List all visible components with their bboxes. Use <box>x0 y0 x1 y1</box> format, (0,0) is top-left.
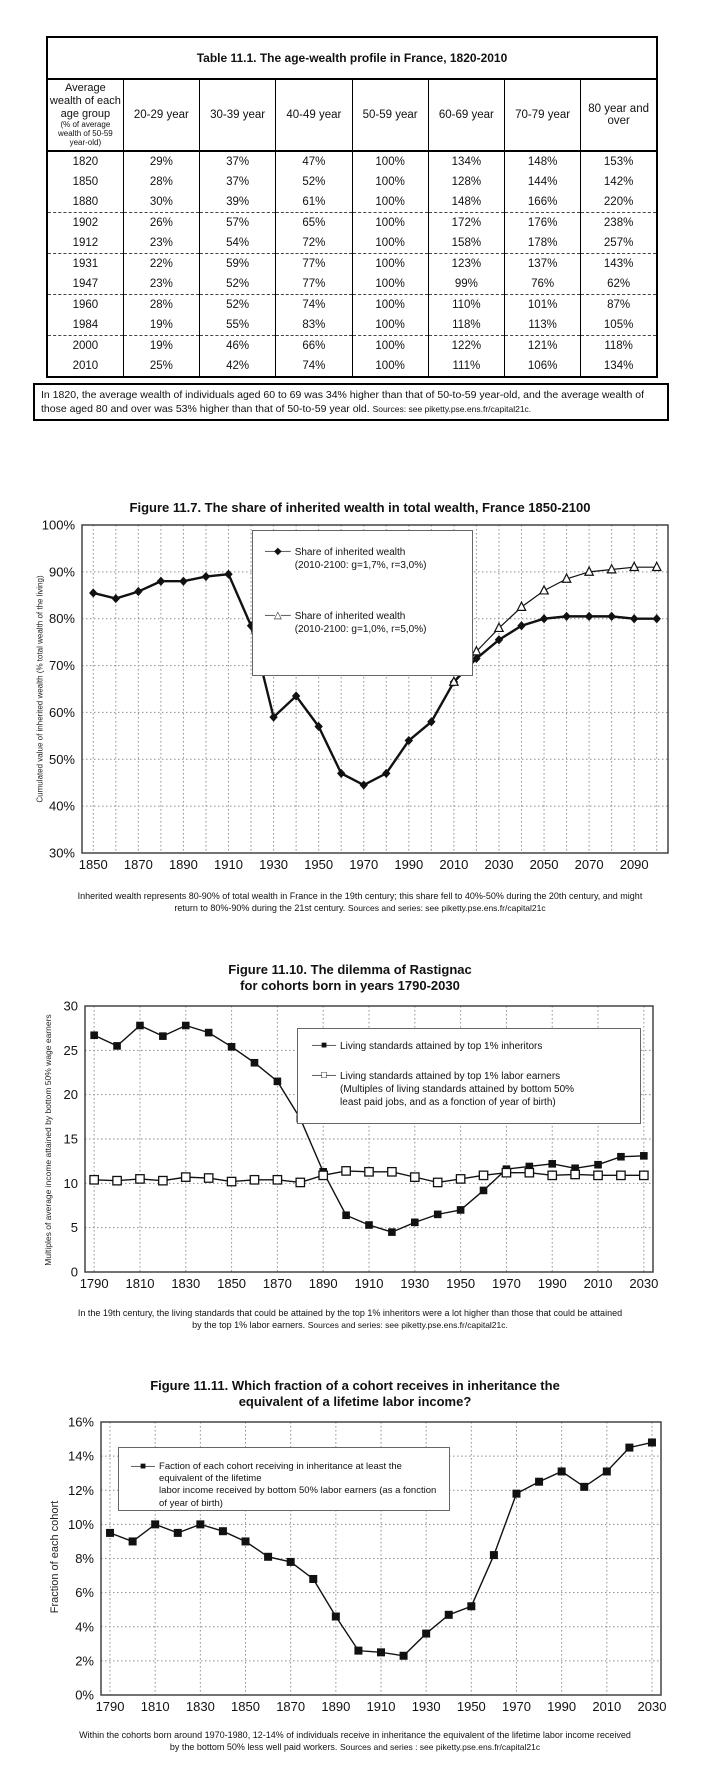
cell-value: 28% <box>123 295 199 316</box>
svg-text:1930: 1930 <box>259 857 289 873</box>
figure-11-11 <box>35 1368 675 1753</box>
table-row <box>47 336 657 357</box>
cell-value: 52% <box>200 295 276 316</box>
cell-value: 72% <box>276 233 352 254</box>
svg-text:1830: 1830 <box>171 1275 201 1291</box>
cell-value: 37% <box>200 172 276 192</box>
svg-text:2010: 2010 <box>592 1698 622 1714</box>
legend-line: labor income received by bottom 50% labor earners (as a fonction of year of birth) <box>159 1485 437 1509</box>
column-header: 20-29 year <box>123 79 199 151</box>
table-row <box>47 172 657 192</box>
svg-text:1790: 1790 <box>95 1698 125 1714</box>
figure-11-11-title <box>35 1378 675 1411</box>
cell-value: 74% <box>276 295 352 316</box>
cell-value: 66% <box>276 336 352 357</box>
column-header: 30-39 year <box>200 79 276 151</box>
svg-text:50%: 50% <box>48 752 75 768</box>
cell-value: 100% <box>352 233 428 254</box>
svg-text:70%: 70% <box>48 658 75 674</box>
svg-text:0: 0 <box>70 1264 78 1279</box>
svg-text:1970: 1970 <box>502 1698 531 1714</box>
cell-value: 176% <box>505 213 581 234</box>
svg-text:1950: 1950 <box>304 857 334 873</box>
legend-line: (2010-2100: g=1,7%, r=3,0%) <box>294 560 427 572</box>
svg-text:1870: 1870 <box>276 1698 306 1714</box>
caption-text: In the 19th century, the living standards that could be attained by the top 1% inheritors were a lot higher than those that could be attained by the top 1% labor earners. <box>77 1307 623 1330</box>
column-header: 70-79 year <box>505 79 581 151</box>
row-year: 2000 <box>72 340 99 352</box>
table-note-sources: Sources: see piketty.pse.ens.fr/capital21c. <box>372 404 532 415</box>
cell-value: 100% <box>352 336 428 357</box>
table-row <box>47 213 657 234</box>
row-year: 1984 <box>47 315 123 336</box>
table-title: Table 11.1. The age-wealth profile in France, 1820-2010 <box>47 37 657 79</box>
svg-text:10: 10 <box>63 1175 78 1191</box>
table-corner-cell <box>47 79 123 151</box>
svg-text:1930: 1930 <box>400 1275 430 1291</box>
cell-value: 74% <box>276 356 352 377</box>
cell-value: 118% <box>428 315 504 336</box>
cell-value: 100% <box>352 274 428 295</box>
cell-value: 65% <box>276 213 352 234</box>
cell-value: 134% <box>428 151 504 172</box>
corner-sub-label: (% of average wealth of 50-59 year-old) <box>58 120 113 147</box>
svg-text:30%: 30% <box>48 845 75 861</box>
cell-value: 76% <box>505 274 581 295</box>
svg-text:40%: 40% <box>48 798 75 814</box>
cell-value: 99% <box>428 274 504 295</box>
svg-text:1990: 1990 <box>547 1698 577 1714</box>
cell-value: 105% <box>581 315 657 336</box>
cell-value: 121% <box>505 336 581 357</box>
svg-text:1970: 1970 <box>349 857 379 873</box>
figure-11-10-caption <box>73 1307 627 1332</box>
legend-line: Living standards attained by top 1% labor earners <box>340 1070 561 1082</box>
title-line: Figure 11.11. Which fraction of a cohort receives in inheritance the <box>150 1378 560 1393</box>
svg-text:1990: 1990 <box>394 857 424 873</box>
cell-value: 100% <box>352 356 428 377</box>
cell-value: 62% <box>581 274 657 295</box>
figure-11-11-caption <box>73 1729 636 1754</box>
svg-text:30: 30 <box>63 998 78 1013</box>
table-row <box>47 295 657 316</box>
svg-text:1910: 1910 <box>366 1698 396 1714</box>
svg-text:14%: 14% <box>67 1448 94 1464</box>
cell-value: 57% <box>200 213 276 234</box>
svg-text:1870: 1870 <box>262 1275 292 1291</box>
row-year: 1880 <box>47 192 123 213</box>
table-row <box>47 274 657 295</box>
svg-text:2070: 2070 <box>574 857 604 873</box>
svg-text:1890: 1890 <box>308 1275 338 1291</box>
svg-text:1790: 1790 <box>79 1275 109 1291</box>
cell-value: 118% <box>581 336 657 357</box>
svg-text:2030: 2030 <box>629 1275 659 1291</box>
cell-value: 47% <box>276 151 352 172</box>
cell-value: 54% <box>200 233 276 254</box>
svg-text:5: 5 <box>70 1219 78 1235</box>
svg-text:2030: 2030 <box>484 857 514 873</box>
cell-value: 148% <box>505 151 581 172</box>
legend-marker-diamond-icon: —◆— <box>265 546 290 558</box>
svg-text:4%: 4% <box>75 1618 94 1634</box>
legend-line: (2010-2100: g=1,0%, r=5,0%) <box>294 624 427 636</box>
caption-sources: Sources and series: see piketty.pse.ens.fr/capital21c <box>347 903 546 914</box>
cell-value: 128% <box>428 172 504 192</box>
title-line: for cohorts born in years 1790-2030 <box>240 978 460 994</box>
cell-value: 101% <box>505 295 581 316</box>
cell-value: 22% <box>123 254 199 275</box>
cell-value: 19% <box>123 315 199 336</box>
cell-value: 87% <box>581 295 657 316</box>
cell-value: 28% <box>123 172 199 192</box>
svg-text:80%: 80% <box>48 611 75 627</box>
svg-text:2010: 2010 <box>583 1275 613 1291</box>
cell-value: 106% <box>505 356 581 377</box>
caption-text: Inherited wealth represents 80-90% of total wealth in France in the 19th century; this share fell to 40%-50% during the 20th century, and might return to 80%-90% during the 21st century. <box>77 891 643 914</box>
svg-text:100%: 100% <box>41 519 75 533</box>
cell-value: 46% <box>200 336 276 357</box>
legend-entry <box>312 1040 634 1053</box>
cell-value: 100% <box>352 151 428 172</box>
svg-text:2050: 2050 <box>529 857 559 873</box>
cell-value: 100% <box>352 172 428 192</box>
svg-text:1990: 1990 <box>537 1275 567 1291</box>
cell-value: 134% <box>581 356 657 377</box>
figure-11-7-caption <box>70 890 651 915</box>
table-body <box>47 151 657 377</box>
cell-value: 238% <box>581 213 657 234</box>
svg-text:25: 25 <box>63 1042 78 1058</box>
svg-text:1870: 1870 <box>123 857 153 873</box>
svg-text:90%: 90% <box>48 564 75 580</box>
cell-value: 37% <box>200 151 276 172</box>
svg-text:1810: 1810 <box>140 1698 170 1714</box>
cell-value: 52% <box>200 274 276 295</box>
legend-line: Share of inherited wealth <box>294 547 406 559</box>
cell-value: 153% <box>581 151 657 172</box>
cell-value: 55% <box>200 315 276 336</box>
cell-value: 23% <box>123 274 199 295</box>
cell-value: 178% <box>505 233 581 254</box>
corner-main-label: Average wealth of each age group <box>49 82 121 120</box>
svg-text:1910: 1910 <box>214 857 243 873</box>
age-wealth-table <box>46 36 658 378</box>
cell-value: 144% <box>505 172 581 192</box>
cell-value: 257% <box>581 233 657 254</box>
legend-entry <box>131 1461 441 1510</box>
cell-value: 83% <box>276 315 352 336</box>
table-title-row <box>47 37 657 79</box>
cell-value: 100% <box>352 213 428 234</box>
figure-11-10-y-axis-label: Multiples of average income attained by bottom 50% wage earners <box>43 1013 53 1266</box>
cell-value: 100% <box>352 315 428 336</box>
figure-11-7-title: Figure 11.7. The share of inherited wealth in total wealth, France 1850-2100 <box>129 500 591 515</box>
row-year: 1902 <box>72 217 99 229</box>
figure-11-11-y-axis-label: Fraction of each cohort <box>49 1500 61 1613</box>
svg-text:1910: 1910 <box>354 1275 384 1291</box>
svg-text:1930: 1930 <box>411 1698 441 1714</box>
table-note-box <box>33 383 669 421</box>
svg-text:1810: 1810 <box>125 1275 155 1291</box>
svg-text:2010: 2010 <box>439 857 469 873</box>
legend-entry <box>265 546 466 572</box>
legend-marker-filled-square-icon: —■— <box>312 1039 336 1051</box>
cell-value: 143% <box>581 254 657 275</box>
table-row <box>47 254 657 275</box>
svg-text:1890: 1890 <box>168 857 198 873</box>
cell-value: 123% <box>428 254 504 275</box>
cell-value: 25% <box>123 356 199 377</box>
row-year: 1960 <box>72 299 99 311</box>
cell-value: 59% <box>200 254 276 275</box>
row-year: 1912 <box>47 233 123 254</box>
figure-11-11-legend <box>118 1447 450 1511</box>
table-row <box>47 356 657 377</box>
svg-text:1830: 1830 <box>185 1698 215 1714</box>
column-header: 60-69 year <box>428 79 504 151</box>
svg-text:1850: 1850 <box>78 857 108 873</box>
legend-line: (Multiples of living standards attained by bottom 50% <box>340 1083 575 1095</box>
legend-line: Living standards attained by top 1% inheritors <box>340 1040 543 1052</box>
row-year: 1931 <box>72 258 99 270</box>
cell-value: 142% <box>581 172 657 192</box>
cell-value: 122% <box>428 336 504 357</box>
cell-value: 100% <box>352 295 428 316</box>
figure-11-7 <box>30 458 690 915</box>
cell-value: 113% <box>505 315 581 336</box>
table-row <box>47 315 657 336</box>
svg-text:1850: 1850 <box>231 1698 260 1714</box>
cell-value: 26% <box>123 213 199 234</box>
cell-value: 148% <box>428 192 504 213</box>
svg-text:12%: 12% <box>67 1482 94 1498</box>
caption-sources: Sources and series : see piketty.pse.ens.fr/capital21c <box>339 1741 541 1752</box>
figure-11-7-y-axis-label: Cumulated value of inherited wealth (% total wealth of the living) <box>35 575 45 803</box>
figure-11-10-legend <box>297 1028 641 1124</box>
row-year: 2010 <box>72 360 99 372</box>
cell-value: 220% <box>581 192 657 213</box>
cell-value: 19% <box>123 336 199 357</box>
cell-value: 100% <box>352 254 428 275</box>
svg-text:0%: 0% <box>75 1687 94 1702</box>
legend-line: Share of inherited wealth <box>294 611 406 623</box>
cell-value: 61% <box>276 192 352 213</box>
cell-value: 77% <box>276 274 352 295</box>
figure-11-10-title <box>35 962 665 995</box>
figure-11-7-legend <box>252 530 473 676</box>
cell-value: 100% <box>352 192 428 213</box>
cell-value: 158% <box>428 233 504 254</box>
title-line: equivalent of a lifetime labor income? <box>238 1394 472 1410</box>
svg-text:15: 15 <box>63 1131 78 1146</box>
svg-text:1850: 1850 <box>217 1275 247 1291</box>
row-year: 1947 <box>47 274 123 295</box>
row-year: 1850 <box>72 176 99 188</box>
svg-text:1950: 1950 <box>446 1275 476 1291</box>
legend-marker-triangle-icon: —△— <box>265 610 290 622</box>
legend-line: least paid jobs, and as a fonction of year of birth) <box>340 1096 556 1108</box>
cell-value: 110% <box>428 295 504 316</box>
svg-text:2%: 2% <box>75 1652 94 1668</box>
svg-text:1970: 1970 <box>491 1275 521 1291</box>
legend-entry <box>312 1070 634 1109</box>
cell-value: 30% <box>123 192 199 213</box>
svg-text:60%: 60% <box>48 705 75 721</box>
svg-text:1950: 1950 <box>456 1698 486 1714</box>
column-header: 50-59 year <box>352 79 428 151</box>
cell-value: 23% <box>123 233 199 254</box>
table-note-text: In 1820, the average wealth of individuals aged 60 to 69 was 34% higher than that of 50-to-59 year-old, and the average wealth of those aged 80 and over was 53% higher than that of 50-to-59 year old. <box>41 389 644 416</box>
table-row <box>47 151 657 172</box>
row-year: 1820 <box>72 156 99 168</box>
cell-value: 52% <box>276 172 352 192</box>
figure-11-10 <box>35 952 665 1331</box>
svg-text:20: 20 <box>63 1086 78 1102</box>
svg-text:16%: 16% <box>67 1414 94 1429</box>
column-header: 80 year and over <box>581 79 657 151</box>
cell-value: 166% <box>505 192 581 213</box>
title-line: Figure 11.10. The dilemma of Rastignac <box>228 962 472 977</box>
cell-value: 42% <box>200 356 276 377</box>
legend-marker-filled-square-icon: —■— <box>131 1460 155 1472</box>
caption-sources: Sources and series: see piketty.pse.ens.fr/capital21c. <box>307 1319 508 1330</box>
table-row <box>47 192 657 213</box>
cell-value: 111% <box>428 356 504 377</box>
cell-value: 29% <box>123 151 199 172</box>
table-row <box>47 233 657 254</box>
cell-value: 137% <box>505 254 581 275</box>
cell-value: 77% <box>276 254 352 275</box>
svg-text:6%: 6% <box>75 1584 94 1600</box>
svg-text:2090: 2090 <box>619 857 649 873</box>
svg-text:1890: 1890 <box>321 1698 351 1714</box>
table-header-row <box>47 79 657 151</box>
legend-entry <box>265 610 466 636</box>
cell-value: 172% <box>428 213 504 234</box>
caption-text: Within the cohorts born around 1970-1980, 12-14% of individuals receive in inheritance the equivalent of the lifetime labor income received by the bottom 50% less well paid workers. <box>79 1729 631 1752</box>
svg-text:8%: 8% <box>75 1550 94 1566</box>
column-header: 40-49 year <box>276 79 352 151</box>
legend-line: Faction of each cohort receiving in inheritance at least the equivalent of the lifetime <box>159 1460 402 1484</box>
svg-text:2030: 2030 <box>637 1698 667 1714</box>
cell-value: 39% <box>200 192 276 213</box>
svg-text:10%: 10% <box>67 1516 94 1532</box>
table-11-1 <box>46 36 658 378</box>
legend-marker-open-square-icon: —□— <box>312 1069 336 1081</box>
